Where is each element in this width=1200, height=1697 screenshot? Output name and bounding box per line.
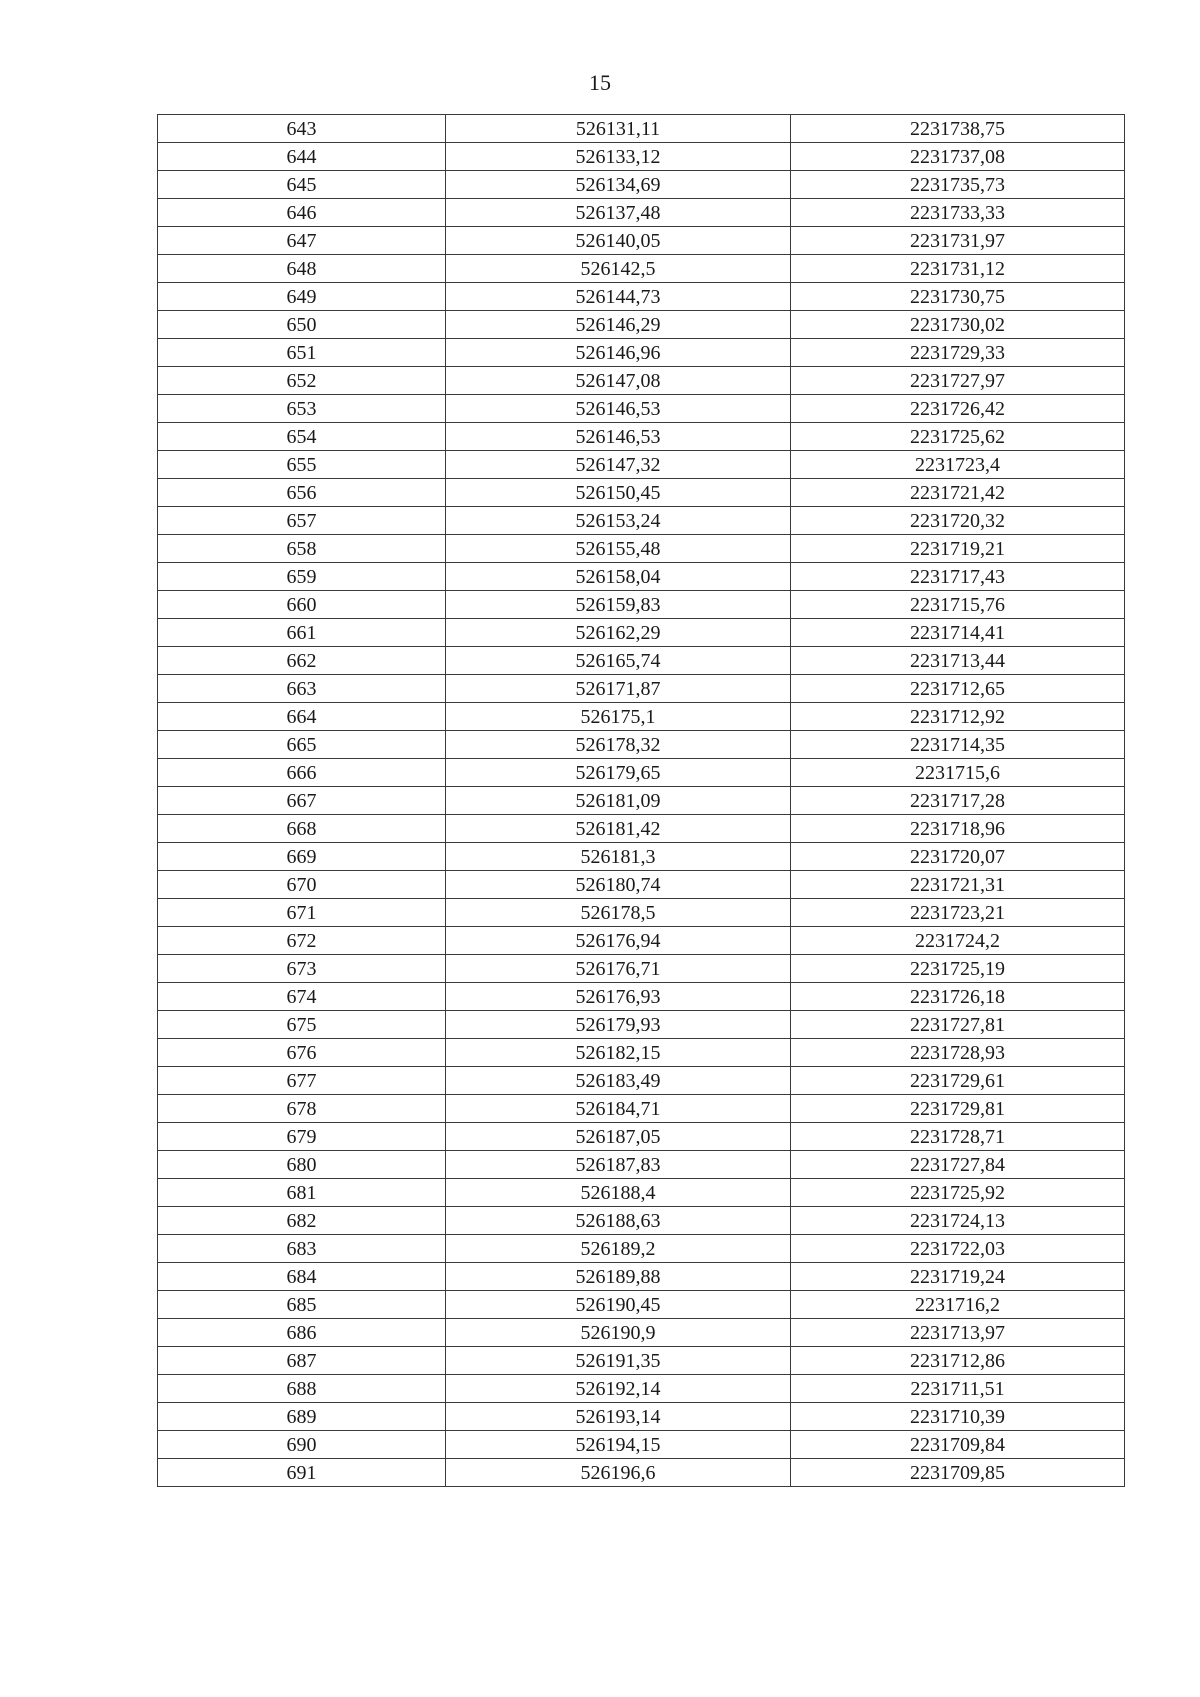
point-number-cell: 662 [158,647,446,675]
y-coordinate-cell: 2231720,32 [791,507,1125,535]
y-coordinate-cell: 2231713,97 [791,1319,1125,1347]
point-number-cell: 647 [158,227,446,255]
table-row [158,227,1125,255]
table-row [158,927,1125,955]
x-coordinate-cell: 526165,74 [446,647,791,675]
table-row [158,563,1125,591]
point-number-cell: 654 [158,423,446,451]
point-number-cell: 673 [158,955,446,983]
point-number-cell: 686 [158,1319,446,1347]
point-number-cell: 661 [158,619,446,647]
y-coordinate-cell: 2231729,33 [791,339,1125,367]
x-coordinate-cell: 526187,05 [446,1123,791,1151]
x-coordinate-cell: 526146,29 [446,311,791,339]
point-number-cell: 658 [158,535,446,563]
y-coordinate-cell: 2231719,24 [791,1263,1125,1291]
x-coordinate-cell: 526134,69 [446,171,791,199]
y-coordinate-cell: 2231714,41 [791,619,1125,647]
y-coordinate-cell: 2231717,43 [791,563,1125,591]
point-number-cell: 667 [158,787,446,815]
table-row [158,955,1125,983]
x-coordinate-cell: 526180,74 [446,871,791,899]
y-coordinate-cell: 2231730,02 [791,311,1125,339]
point-number-cell: 676 [158,1039,446,1067]
point-number-cell: 687 [158,1347,446,1375]
table-row [158,619,1125,647]
y-coordinate-cell: 2231730,75 [791,283,1125,311]
point-number-cell: 657 [158,507,446,535]
y-coordinate-cell: 2231727,81 [791,1011,1125,1039]
point-number-cell: 649 [158,283,446,311]
table-row [158,815,1125,843]
page-number: 15 [589,70,611,95]
y-coordinate-cell: 2231721,31 [791,871,1125,899]
table-row [158,143,1125,171]
table-row [158,115,1125,143]
y-coordinate-cell: 2231715,6 [791,759,1125,787]
table-row [158,1431,1125,1459]
x-coordinate-cell: 526153,24 [446,507,791,535]
table-row [158,1291,1125,1319]
x-coordinate-cell: 526189,88 [446,1263,791,1291]
y-coordinate-cell: 2231725,62 [791,423,1125,451]
table-row [158,843,1125,871]
x-coordinate-cell: 526188,4 [446,1179,791,1207]
x-coordinate-cell: 526187,83 [446,1151,791,1179]
point-number-cell: 666 [158,759,446,787]
table-row [158,311,1125,339]
point-number-cell: 652 [158,367,446,395]
x-coordinate-cell: 526189,2 [446,1235,791,1263]
point-number-cell: 656 [158,479,446,507]
y-coordinate-cell: 2231729,61 [791,1067,1125,1095]
x-coordinate-cell: 526179,65 [446,759,791,787]
y-coordinate-cell: 2231725,19 [791,955,1125,983]
y-coordinate-cell: 2231712,65 [791,675,1125,703]
y-coordinate-cell: 2231726,42 [791,395,1125,423]
x-coordinate-cell: 526176,93 [446,983,791,1011]
y-coordinate-cell: 2231735,73 [791,171,1125,199]
point-number-cell: 675 [158,1011,446,1039]
table-row [158,507,1125,535]
y-coordinate-cell: 2231711,51 [791,1375,1125,1403]
point-number-cell: 674 [158,983,446,1011]
table-row [158,1039,1125,1067]
table-row [158,1235,1125,1263]
table-row [158,1207,1125,1235]
table-row [158,451,1125,479]
table-row [158,675,1125,703]
x-coordinate-cell: 526175,1 [446,703,791,731]
x-coordinate-cell: 526146,53 [446,395,791,423]
x-coordinate-cell: 526178,5 [446,899,791,927]
table-row [158,731,1125,759]
y-coordinate-cell: 2231722,03 [791,1235,1125,1263]
x-coordinate-cell: 526194,15 [446,1431,791,1459]
table-row [158,255,1125,283]
x-coordinate-cell: 526191,35 [446,1347,791,1375]
y-coordinate-cell: 2231717,28 [791,787,1125,815]
point-number-cell: 663 [158,675,446,703]
point-number-cell: 659 [158,563,446,591]
x-coordinate-cell: 526192,14 [446,1375,791,1403]
table-row [158,1319,1125,1347]
table-row [158,871,1125,899]
point-number-cell: 665 [158,731,446,759]
y-coordinate-cell: 2231723,4 [791,451,1125,479]
table-row [158,423,1125,451]
y-coordinate-cell: 2231733,33 [791,199,1125,227]
point-number-cell: 690 [158,1431,446,1459]
x-coordinate-cell: 526146,96 [446,339,791,367]
point-number-cell: 643 [158,115,446,143]
table-row [158,535,1125,563]
point-number-cell: 682 [158,1207,446,1235]
table-row [158,339,1125,367]
point-number-cell: 683 [158,1235,446,1263]
table-row [158,1123,1125,1151]
y-coordinate-cell: 2231709,84 [791,1431,1125,1459]
y-coordinate-cell: 2231716,2 [791,1291,1125,1319]
x-coordinate-cell: 526176,71 [446,955,791,983]
point-number-cell: 668 [158,815,446,843]
point-number-cell: 653 [158,395,446,423]
y-coordinate-cell: 2231714,35 [791,731,1125,759]
table-row [158,199,1125,227]
y-coordinate-cell: 2231723,21 [791,899,1125,927]
y-coordinate-cell: 2231724,2 [791,927,1125,955]
x-coordinate-cell: 526133,12 [446,143,791,171]
x-coordinate-cell: 526181,42 [446,815,791,843]
point-number-cell: 670 [158,871,446,899]
x-coordinate-cell: 526193,14 [446,1403,791,1431]
table-row [158,479,1125,507]
point-number-cell: 679 [158,1123,446,1151]
point-number-cell: 684 [158,1263,446,1291]
x-coordinate-cell: 526183,49 [446,1067,791,1095]
y-coordinate-cell: 2231731,12 [791,255,1125,283]
table-row [158,1403,1125,1431]
point-number-cell: 685 [158,1291,446,1319]
table-row [158,1011,1125,1039]
point-number-cell: 650 [158,311,446,339]
table-row [158,899,1125,927]
x-coordinate-cell: 526181,09 [446,787,791,815]
point-number-cell: 655 [158,451,446,479]
x-coordinate-cell: 526190,45 [446,1291,791,1319]
x-coordinate-cell: 526179,93 [446,1011,791,1039]
x-coordinate-cell: 526147,08 [446,367,791,395]
y-coordinate-cell: 2231737,08 [791,143,1125,171]
point-number-cell: 645 [158,171,446,199]
table-row [158,703,1125,731]
point-number-cell: 680 [158,1151,446,1179]
coordinates-table [157,114,1125,1487]
point-number-cell: 688 [158,1375,446,1403]
point-number-cell: 664 [158,703,446,731]
point-number-cell: 660 [158,591,446,619]
x-coordinate-cell: 526182,15 [446,1039,791,1067]
table-row [158,1459,1125,1487]
y-coordinate-cell: 2231721,42 [791,479,1125,507]
table-row [158,367,1125,395]
point-number-cell: 691 [158,1459,446,1487]
table-row [158,1067,1125,1095]
y-coordinate-cell: 2231718,96 [791,815,1125,843]
y-coordinate-cell: 2231729,81 [791,1095,1125,1123]
table-row [158,395,1125,423]
x-coordinate-cell: 526155,48 [446,535,791,563]
table-row [158,1179,1125,1207]
table-row [158,647,1125,675]
point-number-cell: 689 [158,1403,446,1431]
table-row [158,1095,1125,1123]
y-coordinate-cell: 2231728,71 [791,1123,1125,1151]
table-row [158,1347,1125,1375]
point-number-cell: 681 [158,1179,446,1207]
point-number-cell: 669 [158,843,446,871]
y-coordinate-cell: 2231726,18 [791,983,1125,1011]
x-coordinate-cell: 526147,32 [446,451,791,479]
y-coordinate-cell: 2231720,07 [791,843,1125,871]
table-row [158,1263,1125,1291]
table-row [158,171,1125,199]
x-coordinate-cell: 526150,45 [446,479,791,507]
y-coordinate-cell: 2231719,21 [791,535,1125,563]
x-coordinate-cell: 526144,73 [446,283,791,311]
x-coordinate-cell: 526178,32 [446,731,791,759]
point-number-cell: 651 [158,339,446,367]
x-coordinate-cell: 526159,83 [446,591,791,619]
y-coordinate-cell: 2231712,86 [791,1347,1125,1375]
x-coordinate-cell: 526158,04 [446,563,791,591]
point-number-cell: 672 [158,927,446,955]
point-number-cell: 648 [158,255,446,283]
y-coordinate-cell: 2231710,39 [791,1403,1125,1431]
y-coordinate-cell: 2231731,97 [791,227,1125,255]
table-row [158,1375,1125,1403]
x-coordinate-cell: 526196,6 [446,1459,791,1487]
y-coordinate-cell: 2231712,92 [791,703,1125,731]
y-coordinate-cell: 2231715,76 [791,591,1125,619]
table-row [158,787,1125,815]
point-number-cell: 671 [158,899,446,927]
y-coordinate-cell: 2231724,13 [791,1207,1125,1235]
x-coordinate-cell: 526140,05 [446,227,791,255]
y-coordinate-cell: 2231728,93 [791,1039,1125,1067]
y-coordinate-cell: 2231709,85 [791,1459,1125,1487]
x-coordinate-cell: 526131,11 [446,115,791,143]
x-coordinate-cell: 526188,63 [446,1207,791,1235]
x-coordinate-cell: 526142,5 [446,255,791,283]
y-coordinate-cell: 2231725,92 [791,1179,1125,1207]
x-coordinate-cell: 526184,71 [446,1095,791,1123]
y-coordinate-cell: 2231713,44 [791,647,1125,675]
table-row [158,591,1125,619]
table-row [158,983,1125,1011]
x-coordinate-cell: 526146,53 [446,423,791,451]
x-coordinate-cell: 526176,94 [446,927,791,955]
x-coordinate-cell: 526190,9 [446,1319,791,1347]
table-row [158,759,1125,787]
table-row [158,1151,1125,1179]
point-number-cell: 644 [158,143,446,171]
x-coordinate-cell: 526181,3 [446,843,791,871]
table-row [158,283,1125,311]
x-coordinate-cell: 526162,29 [446,619,791,647]
point-number-cell: 677 [158,1067,446,1095]
x-coordinate-cell: 526137,48 [446,199,791,227]
y-coordinate-cell: 2231727,97 [791,367,1125,395]
point-number-cell: 678 [158,1095,446,1123]
y-coordinate-cell: 2231727,84 [791,1151,1125,1179]
coordinates-table-body [158,115,1125,1487]
y-coordinate-cell: 2231738,75 [791,115,1125,143]
point-number-cell: 646 [158,199,446,227]
x-coordinate-cell: 526171,87 [446,675,791,703]
